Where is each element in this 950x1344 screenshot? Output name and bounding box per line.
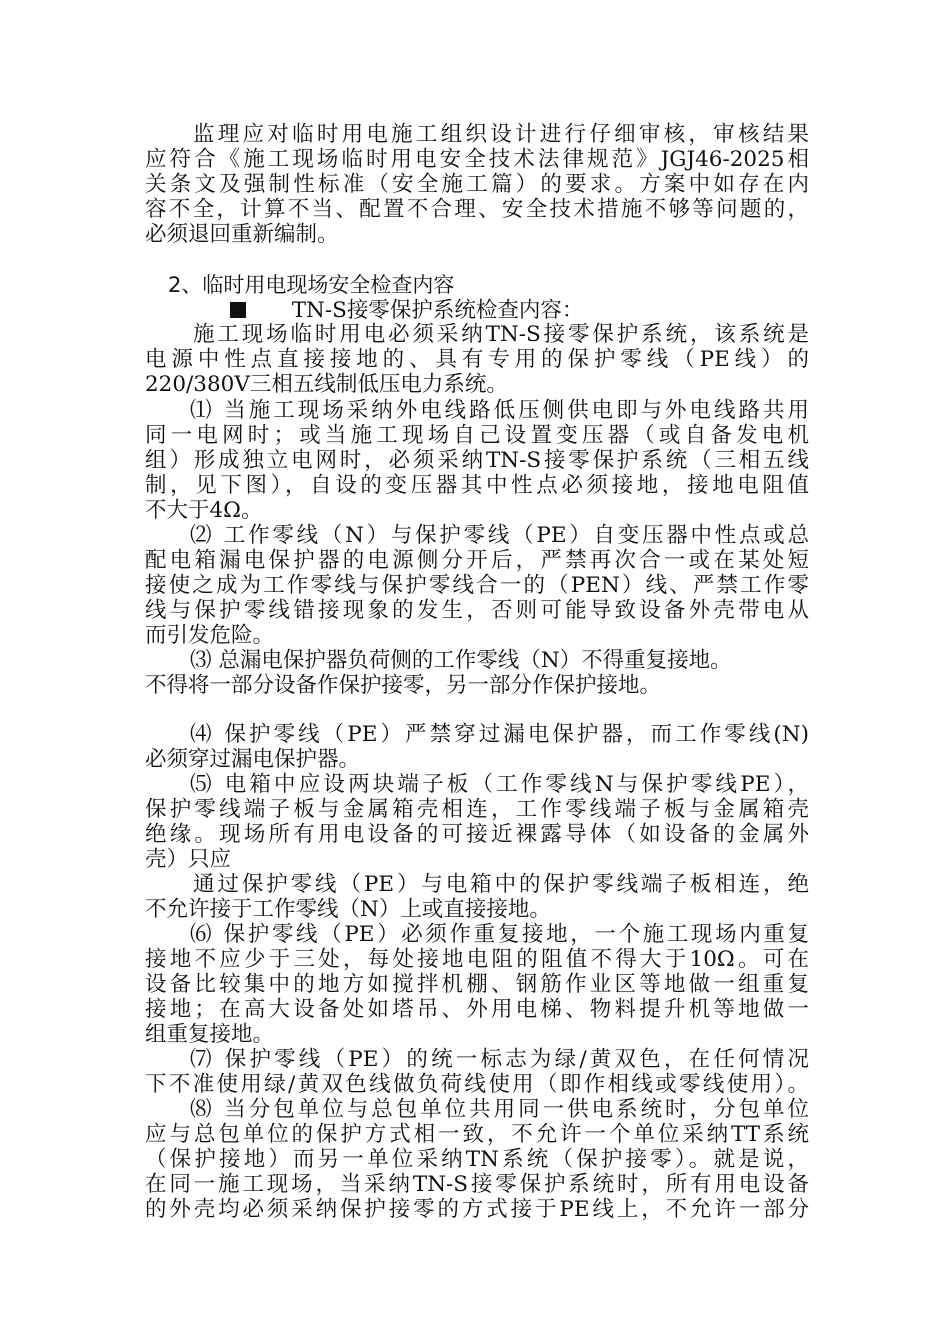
- text-line: ⑻ 当分包单位与总包单位共用同一供电系统时，分包单位: [190, 1097, 809, 1122]
- text-line: 通过保护零线（PE）与电箱中的保护零线端子板相连，绝: [193, 872, 809, 897]
- text-line: 接地；在高大设备处如塔吊、外用电梯、物料提升机等地做一: [145, 997, 809, 1022]
- text-line: 220/380V三相五线制低压电力系统。: [145, 372, 508, 397]
- text-line: （保护接地）而另一单位采纳TN系统（保护接零）。就是说，: [145, 1147, 809, 1172]
- text-line: 电源中性点直接接地的、具有专用的保护零线（PE线）的: [145, 347, 809, 372]
- text-line: 保护零线端子板与金属箱壳相连，工作零线端子板与金属箱壳: [145, 797, 809, 822]
- text-line: ⑺ 保护零线（PE）的统一标志为绿/黄双色，在任何情况: [190, 1047, 809, 1072]
- bullet-heading: [230, 298, 810, 323]
- text-line: 应与总包单位的保护方式相一致，不允许一个单位采纳TT系统: [145, 1122, 809, 1147]
- text-line: 下不准使用绿/黄双色线做负荷线使用（即作相线或零线使用）。: [145, 1072, 809, 1097]
- text-line: ⑵ 工作零线（N）与保护零线（PE）自变压器中性点或总: [190, 523, 809, 548]
- text-line: 线与保护零线错接现象的发生，否则可能导致设备外壳带电从: [145, 598, 809, 623]
- text-line: 绝缘。现场所有用电设备的可接近裸露导体（如设备的金属外: [145, 822, 809, 847]
- text-line: 组重复接地。: [145, 1022, 275, 1047]
- text-line: 应符合《施工现场临时用电安全技术法律规范》JGJ46-2025相: [145, 147, 809, 172]
- text-line: ⑴ 当施工现场采纳外电线路低压侧供电即与外电线路共用: [190, 398, 809, 423]
- text-line: ⑷ 保护零线（PE）严禁穿过漏电保护器，而工作零线(N): [190, 722, 809, 747]
- text-line: 必须穿过漏电保护器。: [145, 747, 361, 772]
- text-line: 监理应对临时用电施工组织设计进行仔细审核，审核结果: [193, 122, 809, 147]
- text-line: 同一电网时；或当施工现场自己设置变压器（或自备发电机: [145, 423, 809, 448]
- text-line: 关条文及强制性标准（安全施工篇）的要求。方案中如存在内: [145, 172, 809, 197]
- text-line: 必须退回重新编制。: [145, 222, 339, 247]
- text-line: 不得将一部分设备作保护接零，另一部分作保护接地。: [145, 673, 662, 698]
- square-bullet-icon: [230, 302, 246, 318]
- text-line: 容不全，计算不当、配置不合理、安全技术措施不够等问题的，: [145, 197, 809, 222]
- bullet-heading-text: TN-S接零保护系统检查内容：: [291, 298, 584, 323]
- text-line: ⑹ 保护零线（PE）必须作重复接地，一个施工现场内重复: [190, 922, 809, 947]
- text-line: ⑸ 电箱中应设两块端子板（工作零线N与保护零线PE），: [190, 772, 809, 797]
- text-line: 配电箱漏电保护器的电源侧分开后，严禁再次合一或在某处短: [145, 548, 809, 573]
- text-line: 不大于4Ω。: [145, 498, 263, 523]
- text-line: 制，见下图），自设的变压器其中性点必须接地，接地电阻值: [145, 473, 809, 498]
- text-line: 接地不应少于三处，每处接地电阻的阻值不得大于10Ω。可在: [145, 947, 809, 972]
- text-line: ⑶ 总漏电保护器负荷侧的工作零线（N）不得重复接地。: [190, 648, 732, 673]
- section-heading: 2、临时用电现场安全检查内容: [168, 273, 455, 297]
- text-line: 设备比较集中的地方如搅拌机棚、钢筋作业区等地做一组重复: [145, 972, 809, 997]
- text-line: 施工现场临时用电必须采纳TN-S接零保护系统，该系统是: [193, 322, 809, 347]
- text-line: 接使之成为工作零线与保护零线合一的（PEN）线、严禁工作零: [145, 573, 809, 598]
- text-line: 的外壳均必须采纳保护接零的方式接于PE线上，不允许一部分: [145, 1197, 809, 1222]
- text-line: 组）形成独立电网时，必须采纳TN-S接零保护系统（三相五线: [145, 448, 809, 473]
- text-line: 在同一施工现场，当采纳TN-S接零保护系统时，所有用电设备: [145, 1172, 809, 1197]
- text-line: 壳）只应: [145, 847, 232, 872]
- text-line: 不允许接于工作零线（N）上或直接接地。: [145, 897, 551, 922]
- text-line: 而引发危险。: [145, 623, 275, 648]
